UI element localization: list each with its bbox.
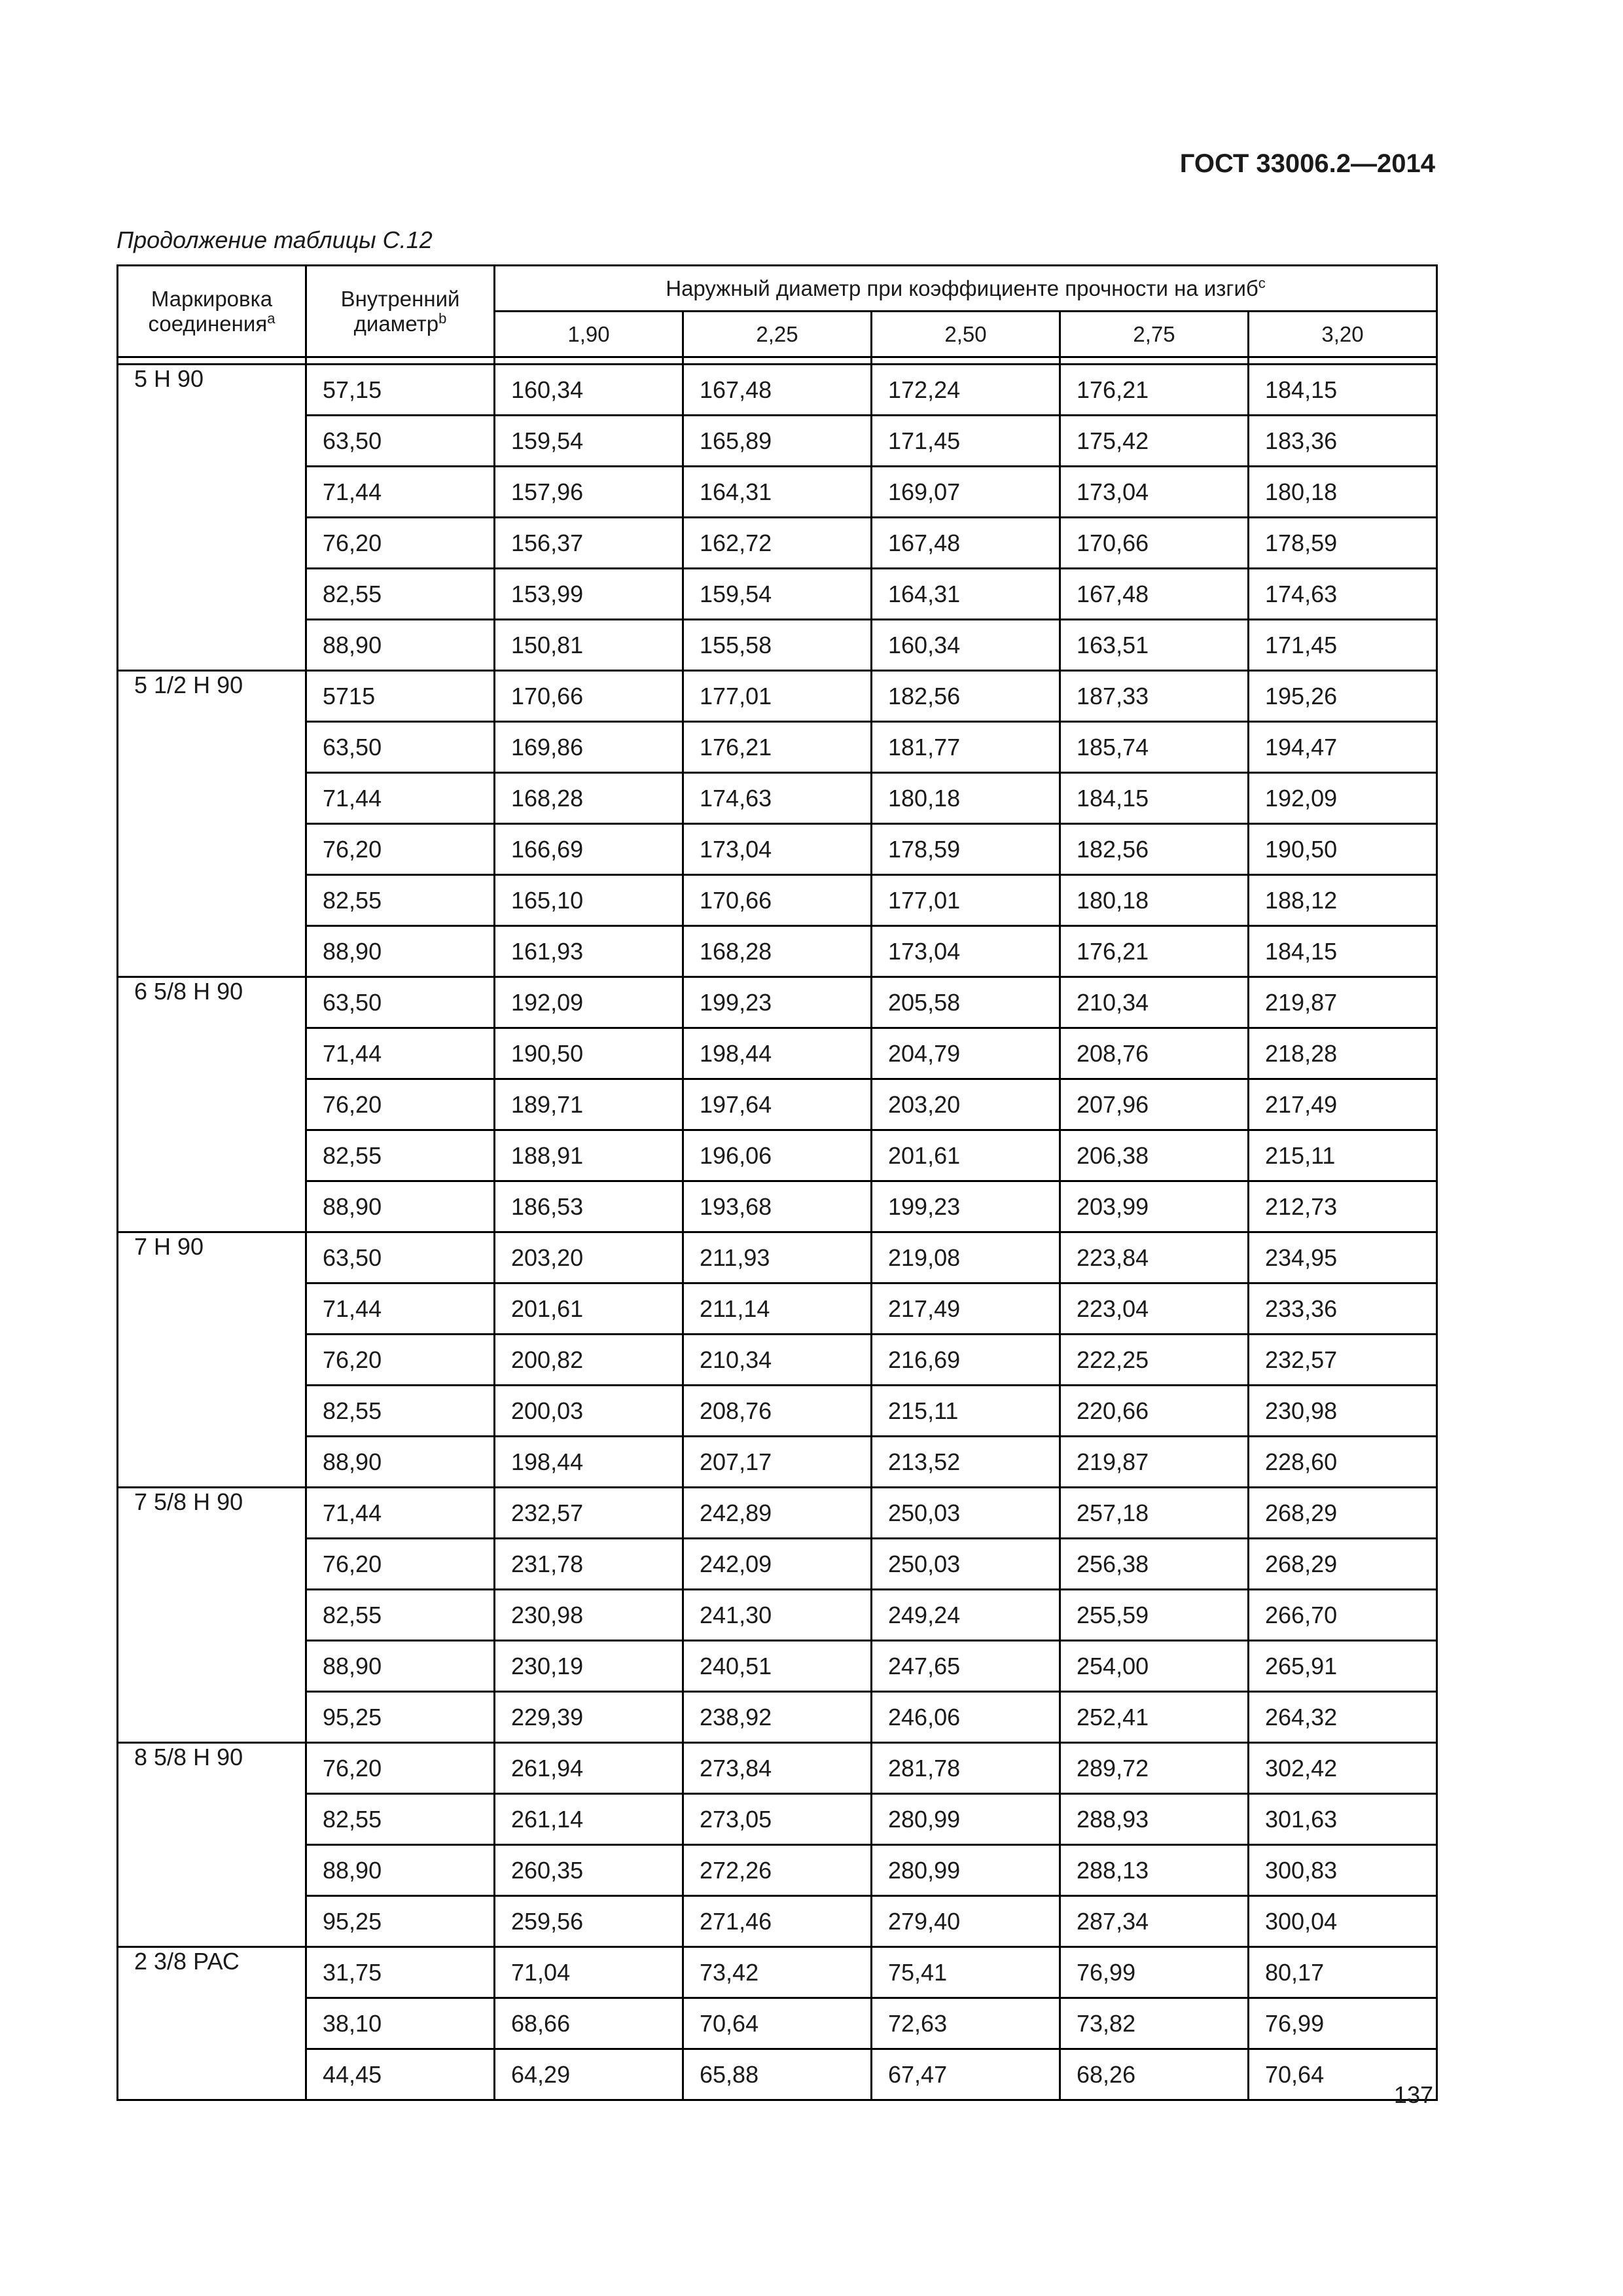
outer-diameter-cell: 206,38	[1060, 1130, 1249, 1181]
inner-diameter-cell: 63,50	[306, 977, 495, 1028]
outer-diameter-cell: 157,96	[495, 467, 683, 518]
table-row	[118, 1845, 1437, 1896]
outer-diameter-cell: 184,15	[1249, 365, 1437, 416]
outer-diameter-cell: 268,29	[1249, 1539, 1437, 1590]
outer-diameter-cell: 300,83	[1249, 1845, 1437, 1896]
outer-diameter-cell: 242,89	[683, 1488, 872, 1539]
table-row	[118, 1743, 1437, 1794]
table-row	[118, 1998, 1437, 2049]
outer-diameter-cell: 195,26	[1249, 671, 1437, 722]
outer-diameter-cell: 230,19	[495, 1641, 683, 1692]
table-row	[118, 2049, 1437, 2100]
outer-diameter-cell: 160,34	[872, 620, 1060, 671]
table-row	[118, 1079, 1437, 1130]
inner-diameter-cell: 82,55	[306, 569, 495, 620]
outer-diameter-cell: 210,34	[1060, 977, 1249, 1028]
table-row	[118, 926, 1437, 977]
connection-marking-cell: 7 Н 90	[118, 1232, 306, 1488]
header-inner-diameter: Внутренний диаметр$^b$	[306, 266, 495, 357]
outer-diameter-cell: 289,72	[1060, 1743, 1249, 1794]
outer-diameter-cell: 219,08	[872, 1232, 1060, 1283]
outer-diameter-cell: 280,99	[872, 1845, 1060, 1896]
outer-diameter-cell: 172,24	[872, 365, 1060, 416]
outer-diameter-cell: 250,03	[872, 1488, 1060, 1539]
outer-diameter-cell: 241,30	[683, 1590, 872, 1641]
outer-diameter-cell: 173,04	[683, 824, 872, 875]
outer-diameter-cell: 232,57	[1249, 1335, 1437, 1386]
inner-diameter-cell: 82,55	[306, 1130, 495, 1181]
outer-diameter-cell: 190,50	[1249, 824, 1437, 875]
outer-diameter-cell: 192,09	[1249, 773, 1437, 824]
header-coefficient: 2,50	[872, 312, 1060, 357]
table-row	[118, 1692, 1437, 1743]
outer-diameter-cell: 184,15	[1249, 926, 1437, 977]
outer-diameter-cell: 175,42	[1060, 416, 1249, 467]
outer-diameter-cell: 159,54	[683, 569, 872, 620]
outer-diameter-cell: 212,73	[1249, 1181, 1437, 1232]
table-row	[118, 620, 1437, 671]
outer-diameter-cell: 300,04	[1249, 1896, 1437, 1947]
outer-diameter-cell: 190,50	[495, 1028, 683, 1079]
inner-diameter-cell: 76,20	[306, 1079, 495, 1130]
inner-diameter-cell: 71,44	[306, 1283, 495, 1335]
outer-diameter-cell: 166,69	[495, 824, 683, 875]
inner-diameter-cell: 5715	[306, 671, 495, 722]
outer-diameter-cell: 68,66	[495, 1998, 683, 2049]
outer-diameter-cell: 302,42	[1249, 1743, 1437, 1794]
outer-diameter-cell: 174,63	[683, 773, 872, 824]
outer-diameter-cell: 164,31	[872, 569, 1060, 620]
outer-diameter-cell: 215,11	[1249, 1130, 1437, 1181]
inner-diameter-cell: 76,20	[306, 1743, 495, 1794]
outer-diameter-cell: 198,44	[495, 1437, 683, 1488]
outer-diameter-cell: 228,60	[1249, 1437, 1437, 1488]
outer-diameter-cell: 176,21	[1060, 926, 1249, 977]
outer-diameter-cell: 259,56	[495, 1896, 683, 1947]
table-row	[118, 1028, 1437, 1079]
table-body	[118, 365, 1437, 2100]
outer-diameter-cell: 170,66	[1060, 518, 1249, 569]
outer-diameter-cell: 153,99	[495, 569, 683, 620]
outer-diameter-cell: 182,56	[1060, 824, 1249, 875]
table-row	[118, 1181, 1437, 1232]
header-marking: Маркировка соединения$^a$	[118, 266, 306, 357]
outer-diameter-cell: 204,79	[872, 1028, 1060, 1079]
inner-diameter-cell: 76,20	[306, 824, 495, 875]
outer-diameter-cell: 170,66	[683, 875, 872, 926]
table-row	[118, 1386, 1437, 1437]
outer-diameter-cell: 207,17	[683, 1437, 872, 1488]
outer-diameter-cell: 273,84	[683, 1743, 872, 1794]
table-row	[118, 1641, 1437, 1692]
outer-diameter-cell: 257,18	[1060, 1488, 1249, 1539]
outer-diameter-cell: 70,64	[683, 1998, 872, 2049]
table-caption: Продолжение таблицы С.12	[116, 226, 433, 253]
outer-diameter-cell: 203,99	[1060, 1181, 1249, 1232]
outer-diameter-cell: 178,59	[1249, 518, 1437, 569]
outer-diameter-cell: 201,61	[872, 1130, 1060, 1181]
outer-diameter-cell: 186,53	[495, 1181, 683, 1232]
outer-diameter-cell: 234,95	[1249, 1232, 1437, 1283]
outer-diameter-cell: 201,61	[495, 1283, 683, 1335]
table-row	[118, 1335, 1437, 1386]
outer-diameter-cell: 76,99	[1060, 1947, 1249, 1998]
outer-diameter-cell: 173,04	[872, 926, 1060, 977]
inner-diameter-cell: 63,50	[306, 1232, 495, 1283]
outer-diameter-cell: 76,99	[1249, 1998, 1437, 2049]
outer-diameter-cell: 160,34	[495, 365, 683, 416]
outer-diameter-cell: 254,00	[1060, 1641, 1249, 1692]
outer-diameter-cell: 64,29	[495, 2049, 683, 2100]
outer-diameter-cell: 189,71	[495, 1079, 683, 1130]
outer-diameter-cell: 177,01	[683, 671, 872, 722]
inner-diameter-cell: 88,90	[306, 1845, 495, 1896]
outer-diameter-cell: 266,70	[1249, 1590, 1437, 1641]
outer-diameter-cell: 174,63	[1249, 569, 1437, 620]
outer-diameter-cell: 247,65	[872, 1641, 1060, 1692]
outer-diameter-cell: 281,78	[872, 1743, 1060, 1794]
outer-diameter-cell: 203,20	[872, 1079, 1060, 1130]
outer-diameter-cell: 170,66	[495, 671, 683, 722]
outer-diameter-cell: 161,93	[495, 926, 683, 977]
outer-diameter-cell: 168,28	[495, 773, 683, 824]
outer-diameter-cell: 181,77	[872, 722, 1060, 773]
inner-diameter-cell: 88,90	[306, 620, 495, 671]
inner-diameter-cell: 31,75	[306, 1947, 495, 1998]
inner-diameter-cell: 82,55	[306, 1794, 495, 1845]
outer-diameter-cell: 256,38	[1060, 1539, 1249, 1590]
outer-diameter-cell: 68,26	[1060, 2049, 1249, 2100]
outer-diameter-cell: 218,28	[1249, 1028, 1437, 1079]
outer-diameter-cell: 70,64	[1249, 2049, 1437, 2100]
outer-diameter-cell: 67,47	[872, 2049, 1060, 2100]
inner-diameter-cell: 71,44	[306, 467, 495, 518]
inner-diameter-cell: 95,25	[306, 1896, 495, 1947]
outer-diameter-cell: 207,96	[1060, 1079, 1249, 1130]
outer-diameter-cell: 71,04	[495, 1947, 683, 1998]
outer-diameter-cell: 182,56	[872, 671, 1060, 722]
outer-diameter-cell: 280,99	[872, 1794, 1060, 1845]
outer-diameter-cell: 80,17	[1249, 1947, 1437, 1998]
inner-diameter-cell: 38,10	[306, 1998, 495, 2049]
table-row	[118, 1539, 1437, 1590]
table-row	[118, 773, 1437, 824]
connection-marking-cell: 2 3/8 РАС	[118, 1947, 306, 2100]
outer-diameter-cell: 169,07	[872, 467, 1060, 518]
outer-diameter-cell: 223,04	[1060, 1283, 1249, 1335]
outer-diameter-cell: 246,06	[872, 1692, 1060, 1743]
table-row	[118, 467, 1437, 518]
outer-diameter-cell: 211,14	[683, 1283, 872, 1335]
outer-diameter-cell: 210,34	[683, 1335, 872, 1386]
outer-diameter-cell: 240,51	[683, 1641, 872, 1692]
outer-diameter-cell: 279,40	[872, 1896, 1060, 1947]
table-row	[118, 722, 1437, 773]
connection-marking-cell: 7 5/8 Н 90	[118, 1488, 306, 1743]
outer-diameter-cell: 260,35	[495, 1845, 683, 1896]
outer-diameter-cell: 238,92	[683, 1692, 872, 1743]
outer-diameter-cell: 203,20	[495, 1232, 683, 1283]
inner-diameter-cell: 76,20	[306, 1335, 495, 1386]
table-row	[118, 977, 1437, 1028]
inner-diameter-cell: 88,90	[306, 926, 495, 977]
outer-diameter-cell: 272,26	[683, 1845, 872, 1896]
outer-diameter-cell: 271,46	[683, 1896, 872, 1947]
outer-diameter-cell: 176,21	[1060, 365, 1249, 416]
outer-diameter-cell: 185,74	[1060, 722, 1249, 773]
outer-diameter-cell: 171,45	[1249, 620, 1437, 671]
header-coefficient: 2,25	[683, 312, 872, 357]
outer-diameter-cell: 167,48	[1060, 569, 1249, 620]
outer-diameter-cell: 215,11	[872, 1386, 1060, 1437]
outer-diameter-cell: 169,86	[495, 722, 683, 773]
outer-diameter-cell: 268,29	[1249, 1488, 1437, 1539]
outer-diameter-cell: 167,48	[683, 365, 872, 416]
outer-diameter-cell: 73,82	[1060, 1998, 1249, 2049]
table-row	[118, 365, 1437, 416]
inner-diameter-cell: 76,20	[306, 518, 495, 569]
outer-diameter-cell: 197,64	[683, 1079, 872, 1130]
outer-diameter-cell: 249,24	[872, 1590, 1060, 1641]
outer-diameter-cell: 200,03	[495, 1386, 683, 1437]
inner-diameter-cell: 82,55	[306, 1590, 495, 1641]
table-row	[118, 671, 1437, 722]
outer-diameter-cell: 150,81	[495, 620, 683, 671]
outer-diameter-cell: 273,05	[683, 1794, 872, 1845]
outer-diameter-cell: 198,44	[683, 1028, 872, 1079]
outer-diameter-cell: 229,39	[495, 1692, 683, 1743]
table-row	[118, 1896, 1437, 1947]
outer-diameter-cell: 200,82	[495, 1335, 683, 1386]
inner-diameter-cell: 82,55	[306, 1386, 495, 1437]
outer-diameter-cell: 230,98	[1249, 1386, 1437, 1437]
outer-diameter-cell: 192,09	[495, 977, 683, 1028]
outer-diameter-cell: 167,48	[872, 518, 1060, 569]
inner-diameter-cell: 57,15	[306, 365, 495, 416]
outer-diameter-cell: 222,25	[1060, 1335, 1249, 1386]
outer-diameter-cell: 261,94	[495, 1743, 683, 1794]
outer-diameter-cell: 180,18	[872, 773, 1060, 824]
outer-diameter-cell: 184,15	[1060, 773, 1249, 824]
outer-diameter-cell: 194,47	[1249, 722, 1437, 773]
table-row	[118, 416, 1437, 467]
outer-diameter-cell: 162,72	[683, 518, 872, 569]
outer-diameter-cell: 208,76	[683, 1386, 872, 1437]
outer-diameter-cell: 187,33	[1060, 671, 1249, 722]
outer-diameter-cell: 188,91	[495, 1130, 683, 1181]
outer-diameter-cell: 211,93	[683, 1232, 872, 1283]
table-row	[118, 875, 1437, 926]
outer-diameter-cell: 168,28	[683, 926, 872, 977]
inner-diameter-cell: 71,44	[306, 1488, 495, 1539]
page-number: 137	[1393, 2081, 1433, 2108]
outer-diameter-cell: 230,98	[495, 1590, 683, 1641]
outer-diameter-cell: 223,84	[1060, 1232, 1249, 1283]
table-row	[118, 1794, 1437, 1845]
outer-diameter-cell: 75,41	[872, 1947, 1060, 1998]
table-row	[118, 1437, 1437, 1488]
header-coefficient: 3,20	[1249, 312, 1437, 357]
outer-diameter-cell: 213,52	[872, 1437, 1060, 1488]
inner-diameter-cell: 82,55	[306, 875, 495, 926]
header-coefficient: 2,75	[1060, 312, 1249, 357]
outer-diameter-cell: 165,10	[495, 875, 683, 926]
outer-diameter-cell: 196,06	[683, 1130, 872, 1181]
outer-diameter-cell: 255,59	[1060, 1590, 1249, 1641]
document-code: ГОСТ 33006.2—2014	[1179, 149, 1435, 178]
outer-diameter-cell: 65,88	[683, 2049, 872, 2100]
outer-diameter-cell: 219,87	[1249, 977, 1437, 1028]
outer-diameter-cell: 176,21	[683, 722, 872, 773]
connection-marking-cell: 6 5/8 Н 90	[118, 977, 306, 1232]
outer-diameter-cell: 232,57	[495, 1488, 683, 1539]
outer-diameter-cell: 219,87	[1060, 1437, 1249, 1488]
table-row	[118, 569, 1437, 620]
outer-diameter-cell: 250,03	[872, 1539, 1060, 1590]
data-table	[116, 264, 1438, 2101]
outer-diameter-cell: 264,32	[1249, 1692, 1437, 1743]
outer-diameter-cell: 188,12	[1249, 875, 1437, 926]
outer-diameter-cell: 165,89	[683, 416, 872, 467]
header-coefficient: 1,90	[495, 312, 683, 357]
header-outer-diameter: Наружный диаметр при коэффициенте прочности на изгиб$^c$	[495, 266, 1437, 312]
table-row	[118, 1232, 1437, 1283]
outer-diameter-cell: 217,49	[872, 1283, 1060, 1335]
outer-diameter-cell: 180,18	[1060, 875, 1249, 926]
outer-diameter-cell: 288,93	[1060, 1794, 1249, 1845]
outer-diameter-cell: 287,34	[1060, 1896, 1249, 1947]
outer-diameter-cell: 288,13	[1060, 1845, 1249, 1896]
inner-diameter-cell: 88,90	[306, 1437, 495, 1488]
outer-diameter-cell: 199,23	[683, 977, 872, 1028]
connection-marking-cell: 8 5/8 Н 90	[118, 1743, 306, 1947]
outer-diameter-cell: 231,78	[495, 1539, 683, 1590]
inner-diameter-cell: 44,45	[306, 2049, 495, 2100]
outer-diameter-cell: 171,45	[872, 416, 1060, 467]
inner-diameter-cell: 88,90	[306, 1641, 495, 1692]
outer-diameter-cell: 205,58	[872, 977, 1060, 1028]
outer-diameter-cell: 164,31	[683, 467, 872, 518]
outer-diameter-cell: 156,37	[495, 518, 683, 569]
outer-diameter-cell: 159,54	[495, 416, 683, 467]
outer-diameter-cell: 217,49	[1249, 1079, 1437, 1130]
outer-diameter-cell: 233,36	[1249, 1283, 1437, 1335]
inner-diameter-cell: 88,90	[306, 1181, 495, 1232]
outer-diameter-cell: 73,42	[683, 1947, 872, 1998]
table-row	[118, 1488, 1437, 1539]
inner-diameter-cell: 76,20	[306, 1539, 495, 1590]
outer-diameter-cell: 178,59	[872, 824, 1060, 875]
table-row	[118, 1283, 1437, 1335]
inner-diameter-cell: 63,50	[306, 416, 495, 467]
inner-diameter-cell: 71,44	[306, 1028, 495, 1079]
outer-diameter-cell: 193,68	[683, 1181, 872, 1232]
outer-diameter-cell: 242,09	[683, 1539, 872, 1590]
table-row	[118, 824, 1437, 875]
outer-diameter-cell: 301,63	[1249, 1794, 1437, 1845]
outer-diameter-cell: 155,58	[683, 620, 872, 671]
outer-diameter-cell: 183,36	[1249, 416, 1437, 467]
outer-diameter-cell: 252,41	[1060, 1692, 1249, 1743]
outer-diameter-cell: 173,04	[1060, 467, 1249, 518]
outer-diameter-cell: 216,69	[872, 1335, 1060, 1386]
connection-marking-cell: 5 Н 90	[118, 365, 306, 671]
outer-diameter-cell: 180,18	[1249, 467, 1437, 518]
outer-diameter-cell: 261,14	[495, 1794, 683, 1845]
connection-marking-cell: 5 1/2 Н 90	[118, 671, 306, 977]
inner-diameter-cell: 63,50	[306, 722, 495, 773]
table-row	[118, 1130, 1437, 1181]
outer-diameter-cell: 177,01	[872, 875, 1060, 926]
outer-diameter-cell: 72,63	[872, 1998, 1060, 2049]
inner-diameter-cell: 95,25	[306, 1692, 495, 1743]
table-row	[118, 1947, 1437, 1998]
table-row	[118, 518, 1437, 569]
outer-diameter-cell: 199,23	[872, 1181, 1060, 1232]
outer-diameter-cell: 265,91	[1249, 1641, 1437, 1692]
outer-diameter-cell: 220,66	[1060, 1386, 1249, 1437]
outer-diameter-cell: 163,51	[1060, 620, 1249, 671]
table-row	[118, 1590, 1437, 1641]
inner-diameter-cell: 71,44	[306, 773, 495, 824]
outer-diameter-cell: 208,76	[1060, 1028, 1249, 1079]
